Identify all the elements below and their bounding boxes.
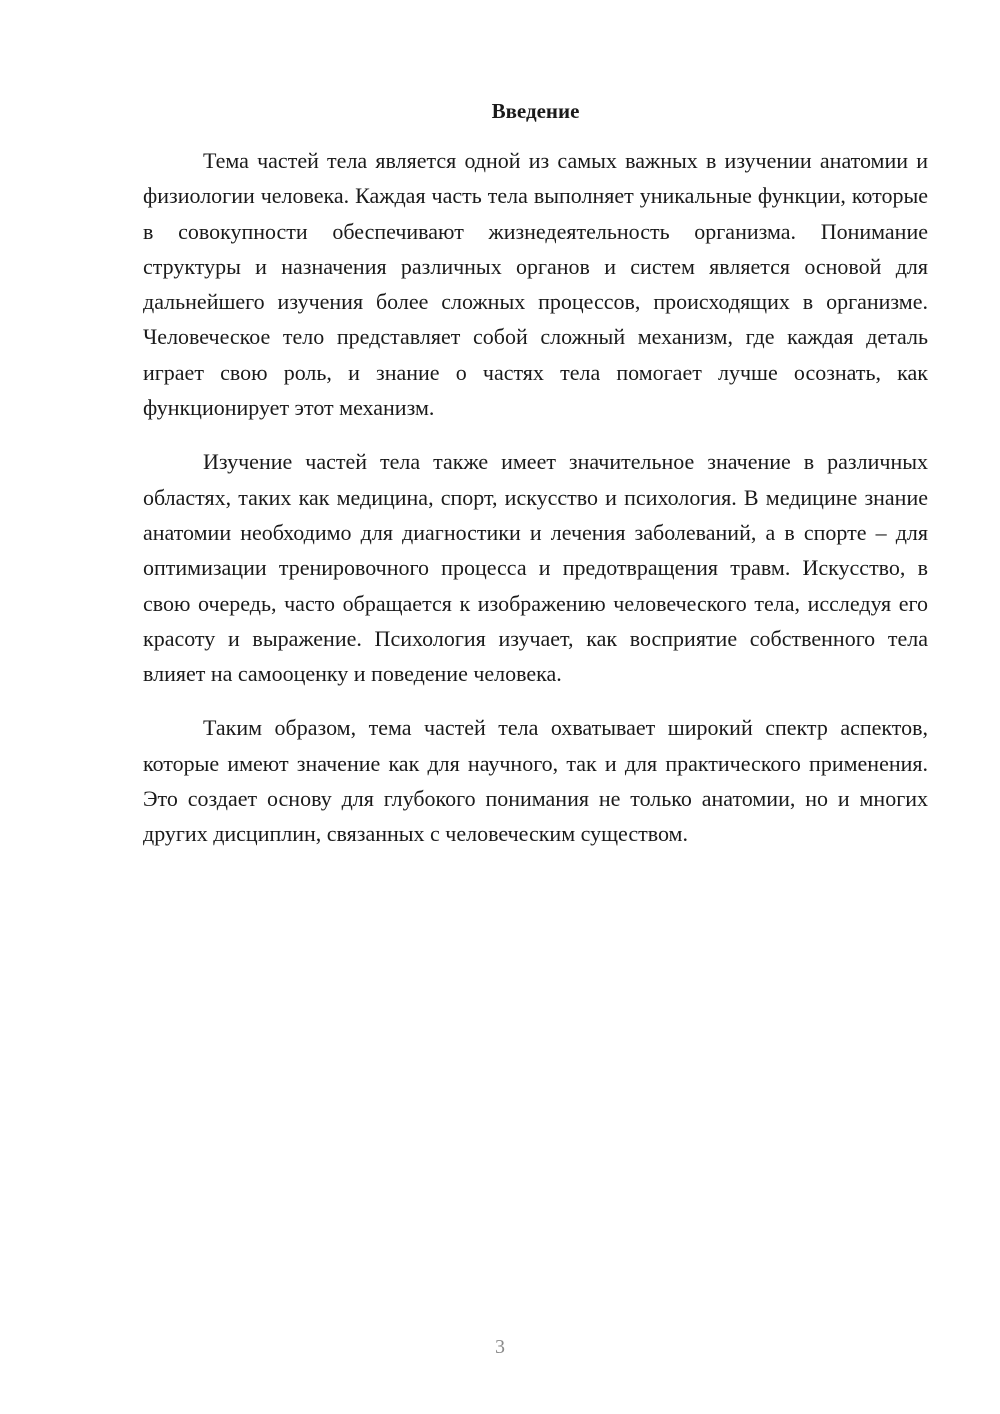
paragraph-3: Таким образом, тема частей тела охватывает широкий спектр аспектов, которые имеют значение как для научного, так и для практического применения. Это создает основу для глубокого понимания не только анатомии, но и многих других дисциплин, связанных с человеческим существом.	[143, 715, 928, 847]
paragraph-2: Изучение частей тела также имеет значительное значение в различных областях, таких как медицина, спорт, искусство и психология. В медицине знание анатомии необходимо для диагностики и лечения заболеваний, а в спорте – для оптимизации тренировочного процесса и предотвращения травм. Искусство, в свою очередь, часто обращается к изображению человеческого тела, исследуя его красоту и выражение. Психология изучает, как восприятие собственного тела влияет на самооценку и поведение человека.	[143, 449, 928, 687]
page-number: 3	[495, 1336, 505, 1358]
section-heading: Введение	[491, 99, 580, 123]
paragraph-1: Тема частей тела является одной из самых важных в изучении анатомии и физиологии человека. Каждая часть тела выполняет уникальные функции, которые в совокупности обеспечивают жизнедеятельность организма. Понимание структуры и назначения различных органов и систем является основой для дальнейшего изучения более сложных процессов, происходящих в организме. Человеческое тело представляет собой сложный механизм, где каждая деталь играет свою роль, и знание о частях тела помогает лучше осознать, как функционирует этот механизм.	[143, 148, 928, 421]
body-text	[143, 143, 928, 871]
